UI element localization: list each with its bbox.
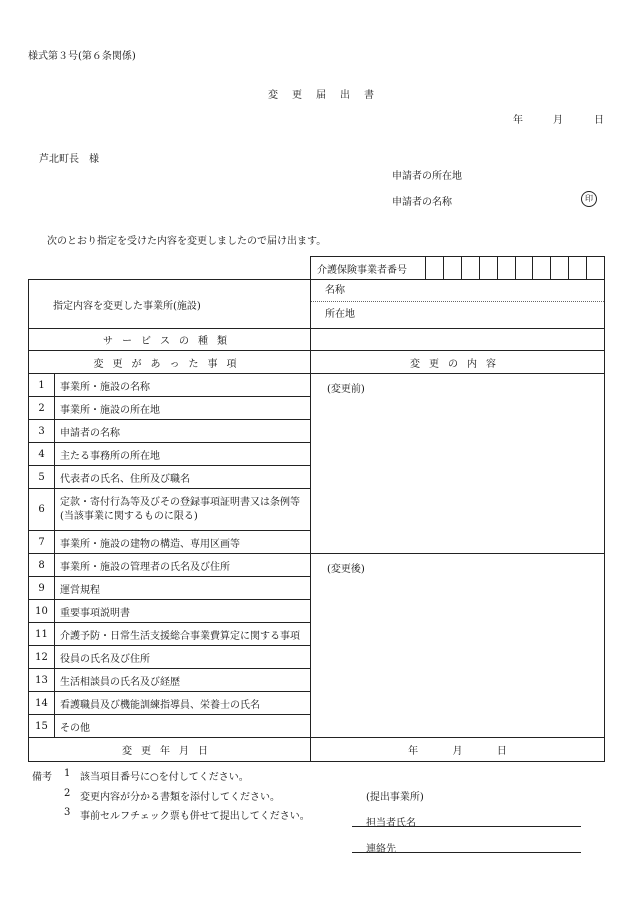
applicant-address-label: 申請者の所在地: [392, 171, 462, 182]
person-name-line[interactable]: [352, 826, 581, 827]
item-label: 重要事項説明書: [55, 600, 311, 623]
item-number[interactable]: 11: [29, 623, 55, 646]
date-day: 日: [594, 115, 604, 126]
item-label: 主たる事務所の所在地: [55, 443, 311, 466]
changed-items-header: 変更があった事項: [29, 351, 311, 374]
item-label: 事業所・施設の所在地: [55, 397, 311, 420]
change-table: [28, 256, 605, 762]
insurer-digit-1[interactable]: [426, 257, 444, 279]
insurer-digit-2[interactable]: [444, 257, 462, 279]
item-label: 代表者の氏名、住所及び職名: [55, 466, 311, 489]
seal-icon: 印: [581, 191, 597, 207]
item-number[interactable]: 6: [29, 489, 55, 531]
item-number[interactable]: 10: [29, 600, 55, 623]
change-date-field[interactable]: [311, 738, 605, 762]
style-number: 様式第３号(第６条関係): [28, 51, 136, 62]
item-label: 生活相談員の氏名及び経歴: [55, 669, 311, 692]
person-name-label: 担当者氏名: [366, 818, 416, 829]
item-label: 事業所・施設の管理者の氏名及び住所: [55, 554, 311, 577]
after-content[interactable]: [311, 554, 605, 738]
insurer-digit-3[interactable]: [462, 257, 480, 279]
after-label: (変更後): [327, 564, 365, 575]
seal-mark: [581, 191, 597, 207]
insurer-digit-9[interactable]: [569, 257, 587, 279]
item-number[interactable]: 13: [29, 669, 55, 692]
item-label-line1: 定款・寄付行為等及びその登録事項証明書又は条例等: [60, 496, 300, 508]
addressee: 芦北町長 様: [39, 154, 99, 165]
insurer-digit-7[interactable]: [533, 257, 551, 279]
insurer-number-label: 介護保険事業者番号: [311, 257, 426, 279]
note-text: 該当項目番号に○を付してください。: [80, 772, 249, 783]
item-label: 運営規程: [55, 577, 311, 600]
change-date-label: 変更年月日: [29, 738, 311, 762]
change-content-header: 変更の内容: [311, 351, 605, 374]
date-month: 月: [553, 115, 563, 126]
contact-label: 連絡先: [366, 844, 396, 855]
insurer-number-row: [311, 257, 605, 280]
submitter-label: (提出事業所): [366, 792, 424, 803]
item-label: 事業所・施設の建物の構造、専用区画等: [55, 531, 311, 554]
before-content[interactable]: [311, 374, 605, 554]
item-number[interactable]: 9: [29, 577, 55, 600]
name-label: 名称: [311, 280, 604, 302]
item-number[interactable]: 14: [29, 692, 55, 715]
insurer-digit-8[interactable]: [551, 257, 569, 279]
note-number: 2: [64, 788, 71, 799]
item-number[interactable]: 2: [29, 397, 55, 420]
page-title: 変 更 届 出 書: [268, 90, 376, 101]
insurer-digit-6[interactable]: [516, 257, 534, 279]
change-date-year: 年: [408, 746, 419, 757]
insurer-digit-10[interactable]: [587, 257, 604, 279]
item-number[interactable]: 15: [29, 715, 55, 738]
note-number: 3: [64, 807, 71, 818]
change-date-day: 日: [496, 746, 507, 757]
item-label-line2: (当該事業に関するものに限る): [60, 510, 198, 522]
item-label: 申請者の名称: [55, 420, 311, 443]
before-label: (変更前): [327, 384, 365, 395]
notes-label: 備考: [32, 772, 52, 783]
item-number[interactable]: 5: [29, 466, 55, 489]
insurer-digit-5[interactable]: [498, 257, 516, 279]
change-date-month: 月: [452, 746, 463, 757]
item-number[interactable]: 7: [29, 531, 55, 554]
date-year: 年: [513, 115, 523, 126]
applicant-name-label: 申請者の名称: [392, 197, 452, 208]
item-number[interactable]: 1: [29, 374, 55, 397]
service-type-label: サービスの種類: [29, 329, 311, 351]
item-label: 役員の氏名及び住所: [55, 646, 311, 669]
service-type-field[interactable]: [311, 329, 605, 351]
insurer-digit-4[interactable]: [480, 257, 498, 279]
item-number[interactable]: 3: [29, 420, 55, 443]
item-label: 看護職員及び機能訓練指導員、栄養士の氏名: [55, 692, 311, 715]
item-number[interactable]: 8: [29, 554, 55, 577]
intro-text: 次のとおり指定を受けた内容を変更しましたので届け出ます。: [47, 236, 327, 247]
contact-line[interactable]: [352, 852, 581, 853]
facility-label: 指定内容を変更した事業所(施設): [29, 280, 311, 329]
item-number[interactable]: 4: [29, 443, 55, 466]
location-label: 所在地: [325, 309, 355, 320]
item-label: [55, 489, 311, 531]
note-text: 事前セルフチェック票も併せて提出してください。: [80, 811, 310, 822]
note-text: 変更内容が分かる書類を添付してください。: [80, 792, 280, 803]
item-number[interactable]: 12: [29, 646, 55, 669]
item-label: その他: [55, 715, 311, 738]
item-label: 事業所・施設の名称: [55, 374, 311, 397]
item-label: 介護予防・日常生活支援総合事業費算定に関する事項: [55, 623, 311, 646]
note-number: 1: [64, 768, 71, 779]
